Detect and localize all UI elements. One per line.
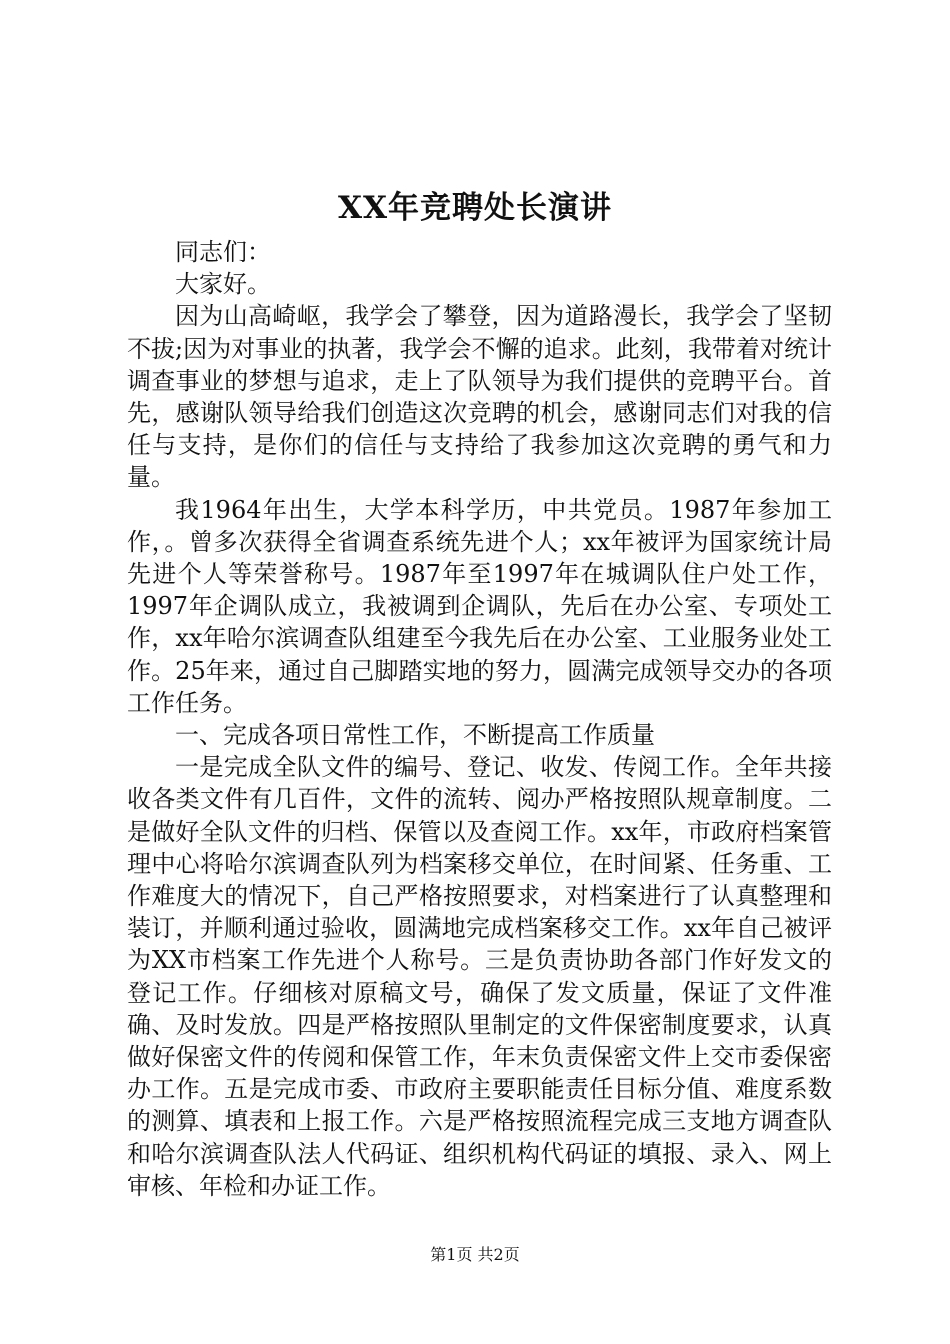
paragraph-section-1: 一是完成全队文件的编号、登记、收发、传阅工作。全年共接收各类文件有几百件，文件的流转、阅办严格按照队规章制度。二是做好全队文件的归档、保管以及查阅工作。xx年，市政府档案管理中心将哈尔滨调查队列为档案移交单位，在时间紧、任务重、工作难度大的情况下，自己严格按照要求，对档案进行了认真整理和装订，并顺利通过验收，圆满地完成档案移交工作。xx年自己被评为XX市档案工作先进个人称号。三是负责协助各部门作好发文的登记工作。仔细核对原稿文号，确保了发文质量，保证了文件准确、及时发放。四是严格按照队里制定的文件保密制度要求，认真做好保密文件的传阅和保管工作，年末负责保密文件上交市委保密办工作。五是完成市委、市政府主要职能责任目标分值、难度系数的测算、填表和上报工作。六是严格按照流程完成三支地方调查队和哈尔滨调查队法人代码证、组织机构代码证的填报、录入、网上审核、年检和办证工作。 [127, 753, 832, 1200]
page-footer: 第1页 共2页 [430, 1245, 520, 1264]
greeting: 大家好。 [175, 270, 271, 299]
document-title: XX年竞聘处长演讲 [337, 190, 613, 226]
document-body [127, 236, 832, 1202]
paragraph-intro: 因为山高崎岖，我学会了攀登，因为道路漫长，我学会了坚韧不拔;因为对事业的执著，我学会不懈的追求。此刻，我带着对统计调查事业的梦想与追求，走上了队领导为我们提供的竞聘平台。首先，感谢队领导给我们创造这次竞聘的机会，感谢同志们对我的信任与支持，是你们的信任与支持给了我参加这次竞聘的勇气和力量。 [127, 302, 832, 492]
section-heading-1: 一、完成各项日常性工作，不断提高工作质量 [175, 721, 655, 750]
salutation: 同志们： [175, 238, 271, 266]
paragraph-background: 我1964年出生，大学本科学历，中共党员。1987年参加工作，。曾多次获得全省调查系统先进个人；xx年被评为国家统计局先进个人等荣誉称号。1987年至1997年在城调队住户处工作，1997年企调队成立，我被调到企调队，先后在办公室、专项处工作，xx年哈尔滨调查队组建至今我先后在办公室、工业服务业处工作。25年来，通过自己脚踏实地的努力，圆满完成领导交办的各项工作任务。 [127, 495, 832, 717]
